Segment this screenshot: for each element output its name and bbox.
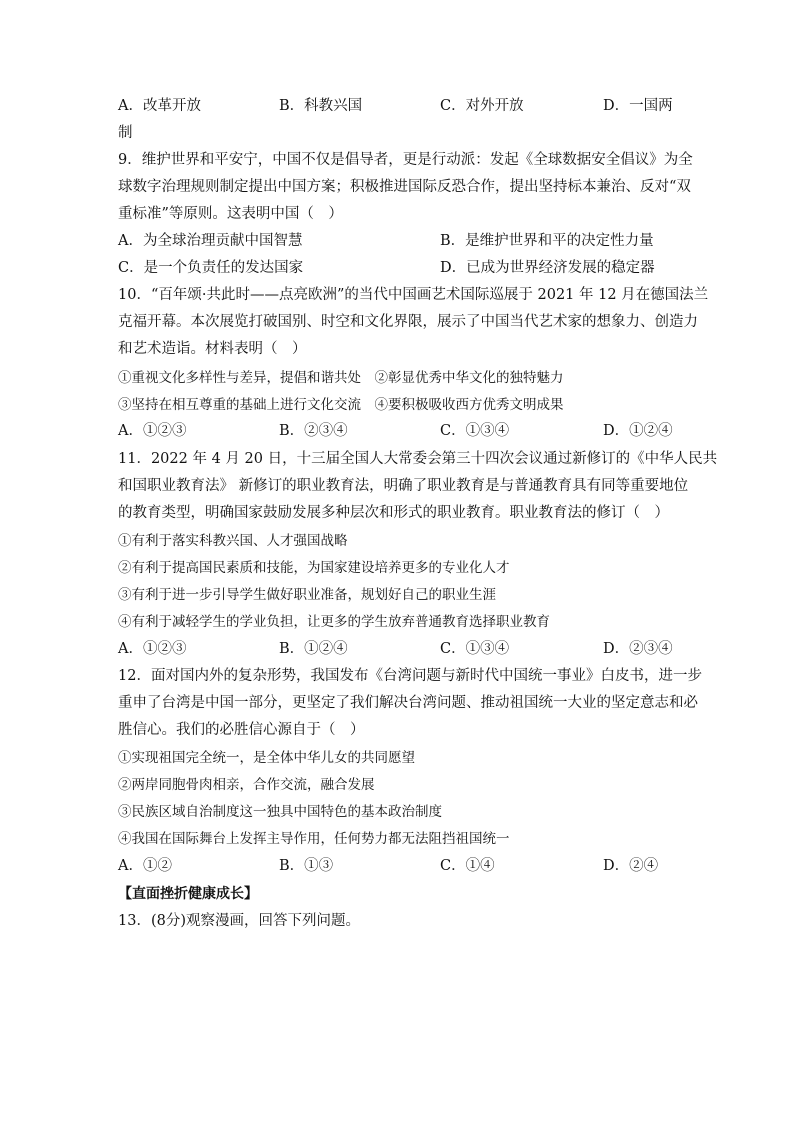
q12-stem-line-1: 12．面对国内外的复杂形势，我国发布《台湾问题与新时代中国统一事业》白皮书，进一步 bbox=[118, 668, 702, 684]
q9-stem-line-3: 重标准”等原则。这表明中国（ ） bbox=[118, 206, 343, 222]
q10-option-c: C．①③④ bbox=[440, 423, 510, 439]
q9-option-b: B．是维护世界和平的决定性力量 bbox=[440, 233, 654, 249]
q9-stem-line-2: 球数字治理规则制定提出中国方案；积极推进国际反恐合作，提出坚持标本兼治、反对“双 bbox=[118, 179, 691, 195]
q9-stem-line-1: 9．维护世界和平安宁，中国不仅是倡导者，更是行动派：发起《全球数据安全倡议》为全 bbox=[118, 152, 693, 168]
q8-option-b: B．科教兴国 bbox=[279, 98, 363, 114]
q8-option-a: A．改革开放 bbox=[118, 98, 201, 114]
q10-stem-line-2: 克福开幕。本次展览打破国别、时空和文化界限，展示了中国当代艺术家的想象力、创造力 bbox=[118, 314, 698, 330]
q11-option-b: B．①②④ bbox=[279, 641, 348, 657]
q11-stem-line-2: 和国职业教育法》 新修订的职业教育法，明确了职业教育是与普通教育具有同等重要地位 bbox=[118, 478, 689, 494]
q10-stem-line-1: 10．“百年颂·共此时——点亮欧洲”的当代中国画艺术国际巡展于 2021 年 12 月在德国法兰 bbox=[118, 287, 709, 303]
q10-option-b: B．②③④ bbox=[279, 423, 348, 439]
q11-option-a: A．①②③ bbox=[118, 641, 187, 657]
q11-option-d: D．②③④ bbox=[603, 641, 673, 657]
q9-option-c: C．是一个负责任的发达国家 bbox=[118, 260, 304, 276]
q10-item-row-1: ①重视文化多样性与差异，提倡和谐共处 ②彰显优秀中华文化的独特魅力 bbox=[118, 370, 564, 386]
q11-item-3: ③有利于进一步引导学生做好职业准备，规划好自己的职业生涯 bbox=[118, 587, 496, 603]
q12-option-c: C．①④ bbox=[440, 858, 495, 874]
q11-item-4: ④有利于减轻学生的学业负担，让更多的学生放弃普通教育选择职业教育 bbox=[118, 614, 550, 630]
q12-item-1: ①实现祖国完全统一，是全体中华儿女的共同愿望 bbox=[118, 750, 415, 766]
q10-item-row-2: ③坚持在相互尊重的基础上进行文化交流 ④要积极吸收西方优秀文明成果 bbox=[118, 397, 564, 413]
q10-option-d: D．①②④ bbox=[603, 423, 673, 439]
q12-item-3: ③民族区域自治制度这一独具中国特色的基本政治制度 bbox=[118, 804, 442, 820]
q12-stem-line-3: 胜信心。我们的必胜信心源自于（ ） bbox=[118, 722, 365, 738]
q9-option-a: A．为全球治理贡献中国智慧 bbox=[118, 233, 303, 249]
q11-option-c: C．①③④ bbox=[440, 641, 510, 657]
q11-stem-line-1: 11．2022 年 4 月 20 日，十三届全国人大常委会第三十四次会议通过新修订的《中华人民共 bbox=[118, 451, 718, 467]
q12-stem-line-2: 重申了台湾是中国一部分，更坚定了我们解决台湾问题、推动祖国统一大业的坚定意志和必 bbox=[118, 695, 698, 711]
q10-stem-line-3: 和艺术造诣。材料表明（ ） bbox=[118, 341, 307, 357]
q8-option-d: D．一国两 bbox=[603, 98, 673, 114]
q11-item-1: ①有利于落实科教兴国、人才强国战略 bbox=[118, 533, 348, 549]
q8-option-wrap: 制 bbox=[118, 125, 133, 141]
q11-item-2: ②有利于提高国民素质和技能，为国家建设培养更多的专业化人才 bbox=[118, 560, 510, 576]
q8-option-c: C．对外开放 bbox=[440, 98, 524, 114]
q12-option-a: A．①② bbox=[118, 858, 172, 874]
q13-stem: 13．(8分)观察漫画，回答下列问题。 bbox=[118, 913, 360, 929]
q12-item-4: ④我国在国际舞台上发挥主导作用，任何势力都无法阻挡祖国统一 bbox=[118, 831, 510, 847]
q11-stem-line-3: 的教育类型，明确国家鼓励发展多种层次和形式的职业教育。职业教育法的修订（ ） bbox=[118, 505, 669, 521]
q12-option-b: B．①③ bbox=[279, 858, 334, 874]
q12-item-2: ②两岸同胞骨肉相亲，合作交流，融合发展 bbox=[118, 777, 375, 793]
q10-option-a: A．①②③ bbox=[118, 423, 187, 439]
q9-option-d: D．已成为世界经济发展的稳定器 bbox=[440, 260, 655, 276]
q12-option-d: D．②④ bbox=[603, 858, 659, 874]
section-title: 【直面挫折健康成长】 bbox=[118, 886, 258, 902]
